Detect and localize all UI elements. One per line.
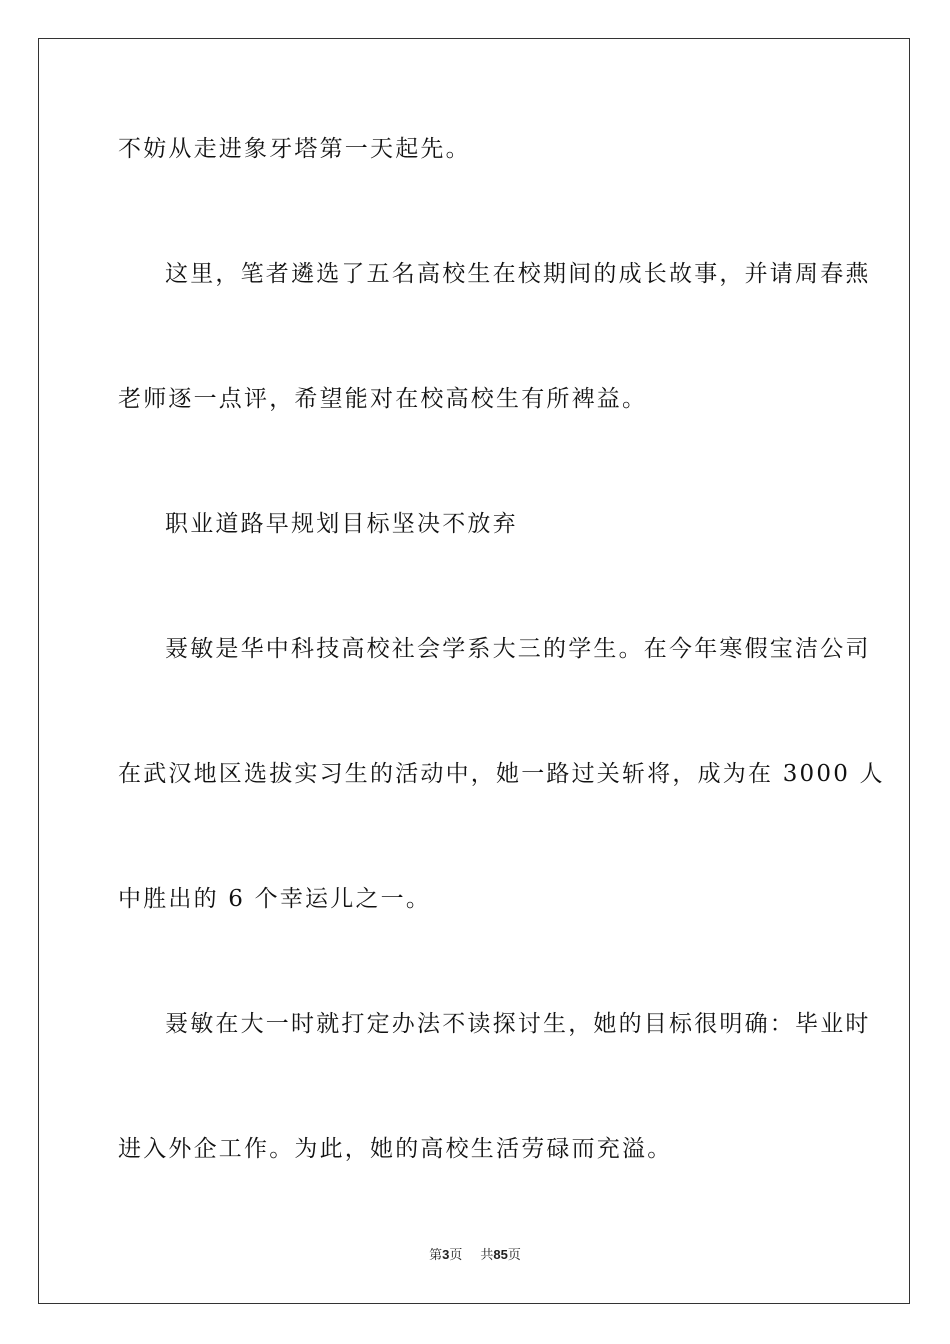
section-heading: 职业道路早规划目标坚决不放弃 — [165, 511, 518, 537]
body-text-line: 不妨从走进象牙塔第一天起先。 — [118, 136, 471, 162]
page-number: 3 — [442, 1247, 450, 1262]
page-suffix: 页 — [449, 1248, 463, 1263]
body-text-line: 聂敏在大一时就打定办法不读探讨生，她的目标很明确：毕业时 — [165, 1011, 871, 1037]
page-border — [38, 38, 910, 1304]
page-footer — [0, 1247, 950, 1264]
total-prefix: 共 — [480, 1248, 494, 1263]
body-text-line: 中胜出的 6 个幸运儿之一。 — [118, 886, 432, 912]
page-prefix: 第 — [429, 1248, 443, 1263]
body-text-line: 在武汉地区选拔实习生的活动中，她一路过关斩将，成为在 3000 人 — [118, 761, 885, 787]
body-text-line: 这里，笔者遴选了五名高校生在校期间的成长故事，并请周春燕 — [165, 261, 871, 287]
total-suffix: 页 — [507, 1248, 521, 1263]
body-text-line: 老师逐一点评，希望能对在校高校生有所裨益。 — [118, 386, 648, 412]
total-pages: 85 — [493, 1247, 508, 1262]
body-text-line: 聂敏是华中科技高校社会学系大三的学生。在今年寒假宝洁公司 — [165, 636, 871, 662]
body-text-line: 进入外企工作。为此，她的高校生活劳碌而充溢。 — [118, 1136, 673, 1162]
